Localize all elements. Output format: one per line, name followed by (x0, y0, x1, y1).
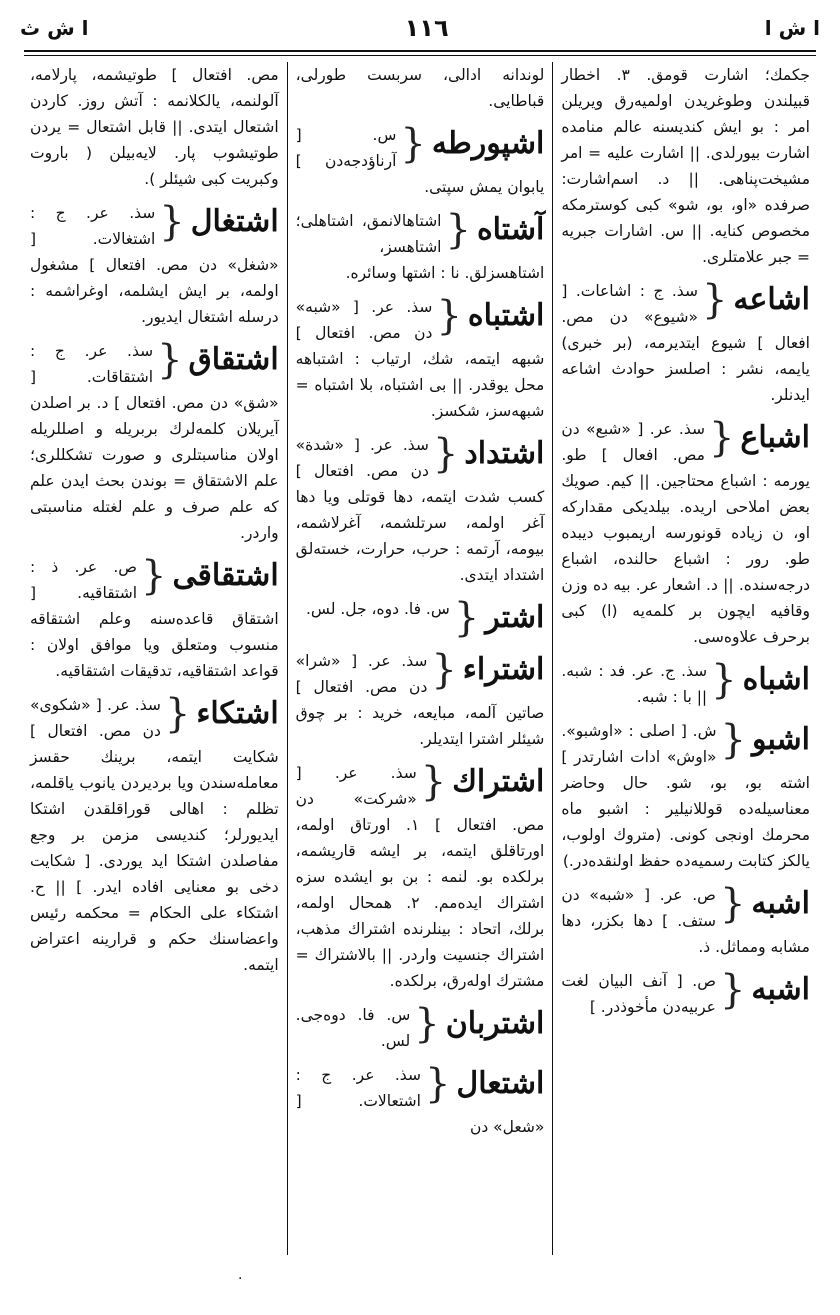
entry-headword: اشاعه (733, 282, 810, 317)
entry-definition: ص. عر. ذ : اشتقاقيه. [ اشتقاق قاعده‌سنه وعلم اشتقاقه منسوب ومتعلق ويا موافق اولان : قواعد اشتقاقيه، تدقيقات اشتقاقيه. (29, 558, 279, 680)
dictionary-entry (296, 122, 545, 200)
entry-headword: اشتربان (445, 1006, 545, 1041)
dictionary-entry (561, 416, 810, 650)
brace-mark: { (701, 277, 728, 323)
brace-mark: { (159, 199, 185, 245)
entry-definition: ص. عر. [ «شبه» دن ستف. ] دها بكزر، دها مشابه ومماثل. ذ. (561, 886, 810, 956)
entry-definition: س. فا. دوه، جل. لس. (306, 600, 450, 618)
brace-mark: { (445, 207, 471, 253)
column-middle (288, 62, 554, 1255)
brace-mark: { (719, 967, 746, 1013)
entry-definition: سذ. عر. ج : اشتعالات. [ «شعل» دن (295, 1066, 545, 1136)
entry-headword: اشبه (751, 972, 810, 1007)
entry-definition: س. [ آرناؤدجه‌دن ] يابوان يمش سپتى. (295, 126, 545, 196)
entry-definition: سذ. عر. [ «شرا» دن مص. افتعال ] صاتين آلمه، مبايعه، خريد : بر چوق شيئلر اشترا ايتديلر. (295, 652, 545, 748)
dictionary-entry (561, 658, 810, 710)
brace-mark: { (711, 657, 737, 703)
dictionary-entry (561, 718, 810, 874)
dictionary-entry (296, 294, 545, 424)
brace-mark: { (400, 121, 426, 167)
entry-headword: اشتكاء (196, 696, 279, 731)
dictionary-entry (561, 278, 810, 408)
entry-headword: اشتداد (464, 436, 545, 471)
dictionary-entry (296, 760, 545, 994)
entry-definition: س. فا. دوه‌جى. لس. (295, 1006, 411, 1050)
dictionary-entry (296, 596, 545, 640)
entry-headword: اشتر (485, 600, 545, 635)
dictionary-entry (296, 648, 545, 752)
dictionary-entry (30, 62, 279, 192)
entry-definition: سذ. عر. [ «شبع» دن مص. افعال ] طو. يورمه : اشباع محتاجين. || كيم. صويك بعض املاحى اريده. بيلديكى مقداركه او، ن زياده قونورسه اريمبوب ديبده طو. رور : اشباع حالنده، اشباع درجه‌سنده. || د. اشعار عر. بيه ده وزن وقافيه ايچون بر كلمه‌يه (ا) كبى برحرف علاوه‌سى. (561, 420, 810, 646)
brace-mark: { (453, 595, 480, 641)
entry-definition: ص. [ آنف البيان لغت عربيه‌دن مأخوذدر. ] (561, 972, 716, 1016)
page-number: ١١٦ (404, 14, 449, 42)
entry-headword: اشباه (742, 662, 810, 697)
dictionary-entry (296, 62, 545, 114)
entry-definition: ش. [ اصلى : «اوشبو». «اوش» ادات اشارتدر ] اشته بو، بو، شو. حال وحاضر معناسيله‌ده قوللانيلير : اشبو ماه محرمك اونجى كونى. (متروك اولوب، يالكز كتابت رسميه‌ده حفظ اولنقده‌در.) (561, 722, 810, 870)
entry-headword: اشتقاقى (172, 558, 279, 593)
dictionary-entry (30, 200, 279, 330)
entry-definition: جكمك؛ اشارت قومق. ٣. اخطار قبيلندن وطوغريدن اولميه‌رق ويريلن امر : بو ايش كنديسنه عالم منامده اشارت بيورلدى. || اشارت عليه = امر مشيخت‌پناهى. || د. اسم‌اشارت: صرفده «او، بو، شو» كبى كوسترمكه مخصوص كنايه. || س. اشارات جبريه = جبر علامتلرى. (561, 66, 810, 266)
dictionary-entry (296, 1002, 545, 1054)
columns (22, 62, 818, 1255)
dictionary-entry (30, 338, 279, 546)
brace-mark: { (141, 553, 167, 599)
dictionary-entry (561, 968, 810, 1020)
dictionary-entry (296, 432, 545, 588)
brace-mark: { (157, 337, 183, 383)
column-left (22, 62, 288, 1255)
dictionary-entry (30, 692, 279, 978)
entry-definition: سذ. ج. عر. فد : شبه. || با : شبه. (561, 662, 708, 706)
header-rule-thin (24, 55, 816, 56)
column-right (553, 62, 818, 1255)
dictionary-entry (561, 882, 810, 960)
brace-mark: { (164, 691, 191, 737)
entry-definition: سذ. عر. ج : اشتغالات. [ «شغل» دن مص. افتعال ] مشغول اولمه، بر ايش ايشلمه، اوغراشمه : درسله اشتغال ايديور. (29, 204, 279, 326)
brace-mark: { (708, 415, 735, 461)
header-left-letters: ا ش ث (20, 16, 89, 40)
brace-mark: { (414, 1001, 440, 1047)
brace-mark: { (431, 647, 457, 693)
entry-headword: اشبه (751, 886, 810, 921)
dictionary-entry (296, 208, 545, 286)
entry-definition: سذ. عر. [ «شبه» دن مص. افتعال ] شبهه ايتمه، شك، ارتياب : اشتباهه محل يوقدر. || بى اشتباه، بلا اشتباه = شبهه‌سز، شكسز. (295, 298, 545, 420)
entry-definition: سذ. ج : اشاعات. [ «شيوع» دن مص. افعال ] شيوع ايتديرمه، (بر خبرى) يايمه، نشر : اصلسز حوادث اشاعه ايدنلر. (561, 282, 810, 404)
entry-headword: اشتقاق (188, 342, 279, 377)
entry-definition: سذ. عر. [ «شكوى» دن مص. افتعال ] شكايت ايتمه، برينك حقسز معامله‌سندن ويا برديردن يانوب ياقلمه، تظلم : اهالى قوراقلقدن اشتكا ايديورلر؛ كنديسى مزمن بر وجع مفاصلدن اشتكا ايد يوردى. [ شكايت دخى بو معنايى افاده ايدر. ] || ح. اشتكاء على الحكام = محكمه رئيس واعضاسنك حكم و قرارينه اعتراض ايتمه. (29, 696, 279, 974)
dictionary-entry (296, 1062, 545, 1140)
entry-headword: اشتباه (467, 298, 545, 333)
entry-headword: اشتراء (462, 652, 545, 687)
header-right-letters: ا ش ا (764, 16, 820, 40)
brace-mark: { (436, 293, 462, 339)
brace-mark: { (719, 881, 746, 927)
page-mark: · (238, 1271, 243, 1287)
entry-definition: سذ. عر. [ «شدة» دن مص. افتعال ] كسب شدت ايتمه، دها قوتلى ويا دها آغر اولمه، سرتلشمه، آغرلاشمه، بيومه، آرتمه : حرب، حرارت، خسته‌لق اشتداد ايتدى. (295, 436, 545, 584)
entry-definition: سذ. عر. ج : اشتقاقات. [ «شق» دن مص. افتعال ] د. بر اصلدن آيريلان كلمه‌لرك بربريله و اصللريله اولان مناسبتلرى و صورت تشكللرى؛ علم الاشتقاق = بوندن بحث ايدن علم كه علم صرف و علم لغتله مناسبتى واردر. (29, 342, 279, 542)
entry-headword: اشتغال (190, 204, 279, 239)
header-rule (24, 50, 816, 52)
entry-definition: لوندانه ادالى، سربست طورلى، قباطايى. (295, 66, 545, 110)
entry-definition: مص. افتعال ] طوتيشمه، پارلامه، آلولنمه، يالكلانمه : آتش روز. كاردن اشتعال ايتدى. || قابل اشتعال = يردن طوتيشوب پار. لايه‌بيلن ( باروت وكبريت كبى شيئلر ). (29, 66, 279, 188)
brace-mark: { (432, 431, 459, 477)
brace-mark: { (720, 717, 746, 763)
entry-definition: سذ. عر. [ «شركت» دن مص. افتعال ] ١. اورتاق اولمه، اورتاقلق ايتمه، بر ايشه قاريشمه، برلكده بو. لنمه : بن بو ايشده سزه اشتراك ايده‌مم. ٢. همحال اولمه، برلك، اتحاد : بينلرنده اشتراك مذهب، اشتراك جنسيت واردر. || بالاشتراك = مشترك اوله‌رق، برلكده. (295, 764, 545, 990)
entry-headword: آشتاه (476, 212, 545, 247)
entry-headword: اشتراك (452, 764, 545, 799)
dictionary-entry (30, 554, 279, 684)
entry-headword: اشباع (740, 420, 810, 455)
entry-definition: اشتاهالانمق، اشتاهلى؛ اشتاهسز، اشتاهسزلق. نا : اشتها وسائره. (295, 212, 545, 282)
page-header (20, 10, 820, 46)
dictionary-entry (561, 62, 810, 270)
brace-mark: { (420, 759, 447, 805)
entry-headword: اشبو (751, 722, 810, 757)
entry-headword: اشتعال (456, 1066, 545, 1101)
brace-mark: { (424, 1061, 451, 1107)
entry-headword: اشپورطه (431, 126, 545, 161)
